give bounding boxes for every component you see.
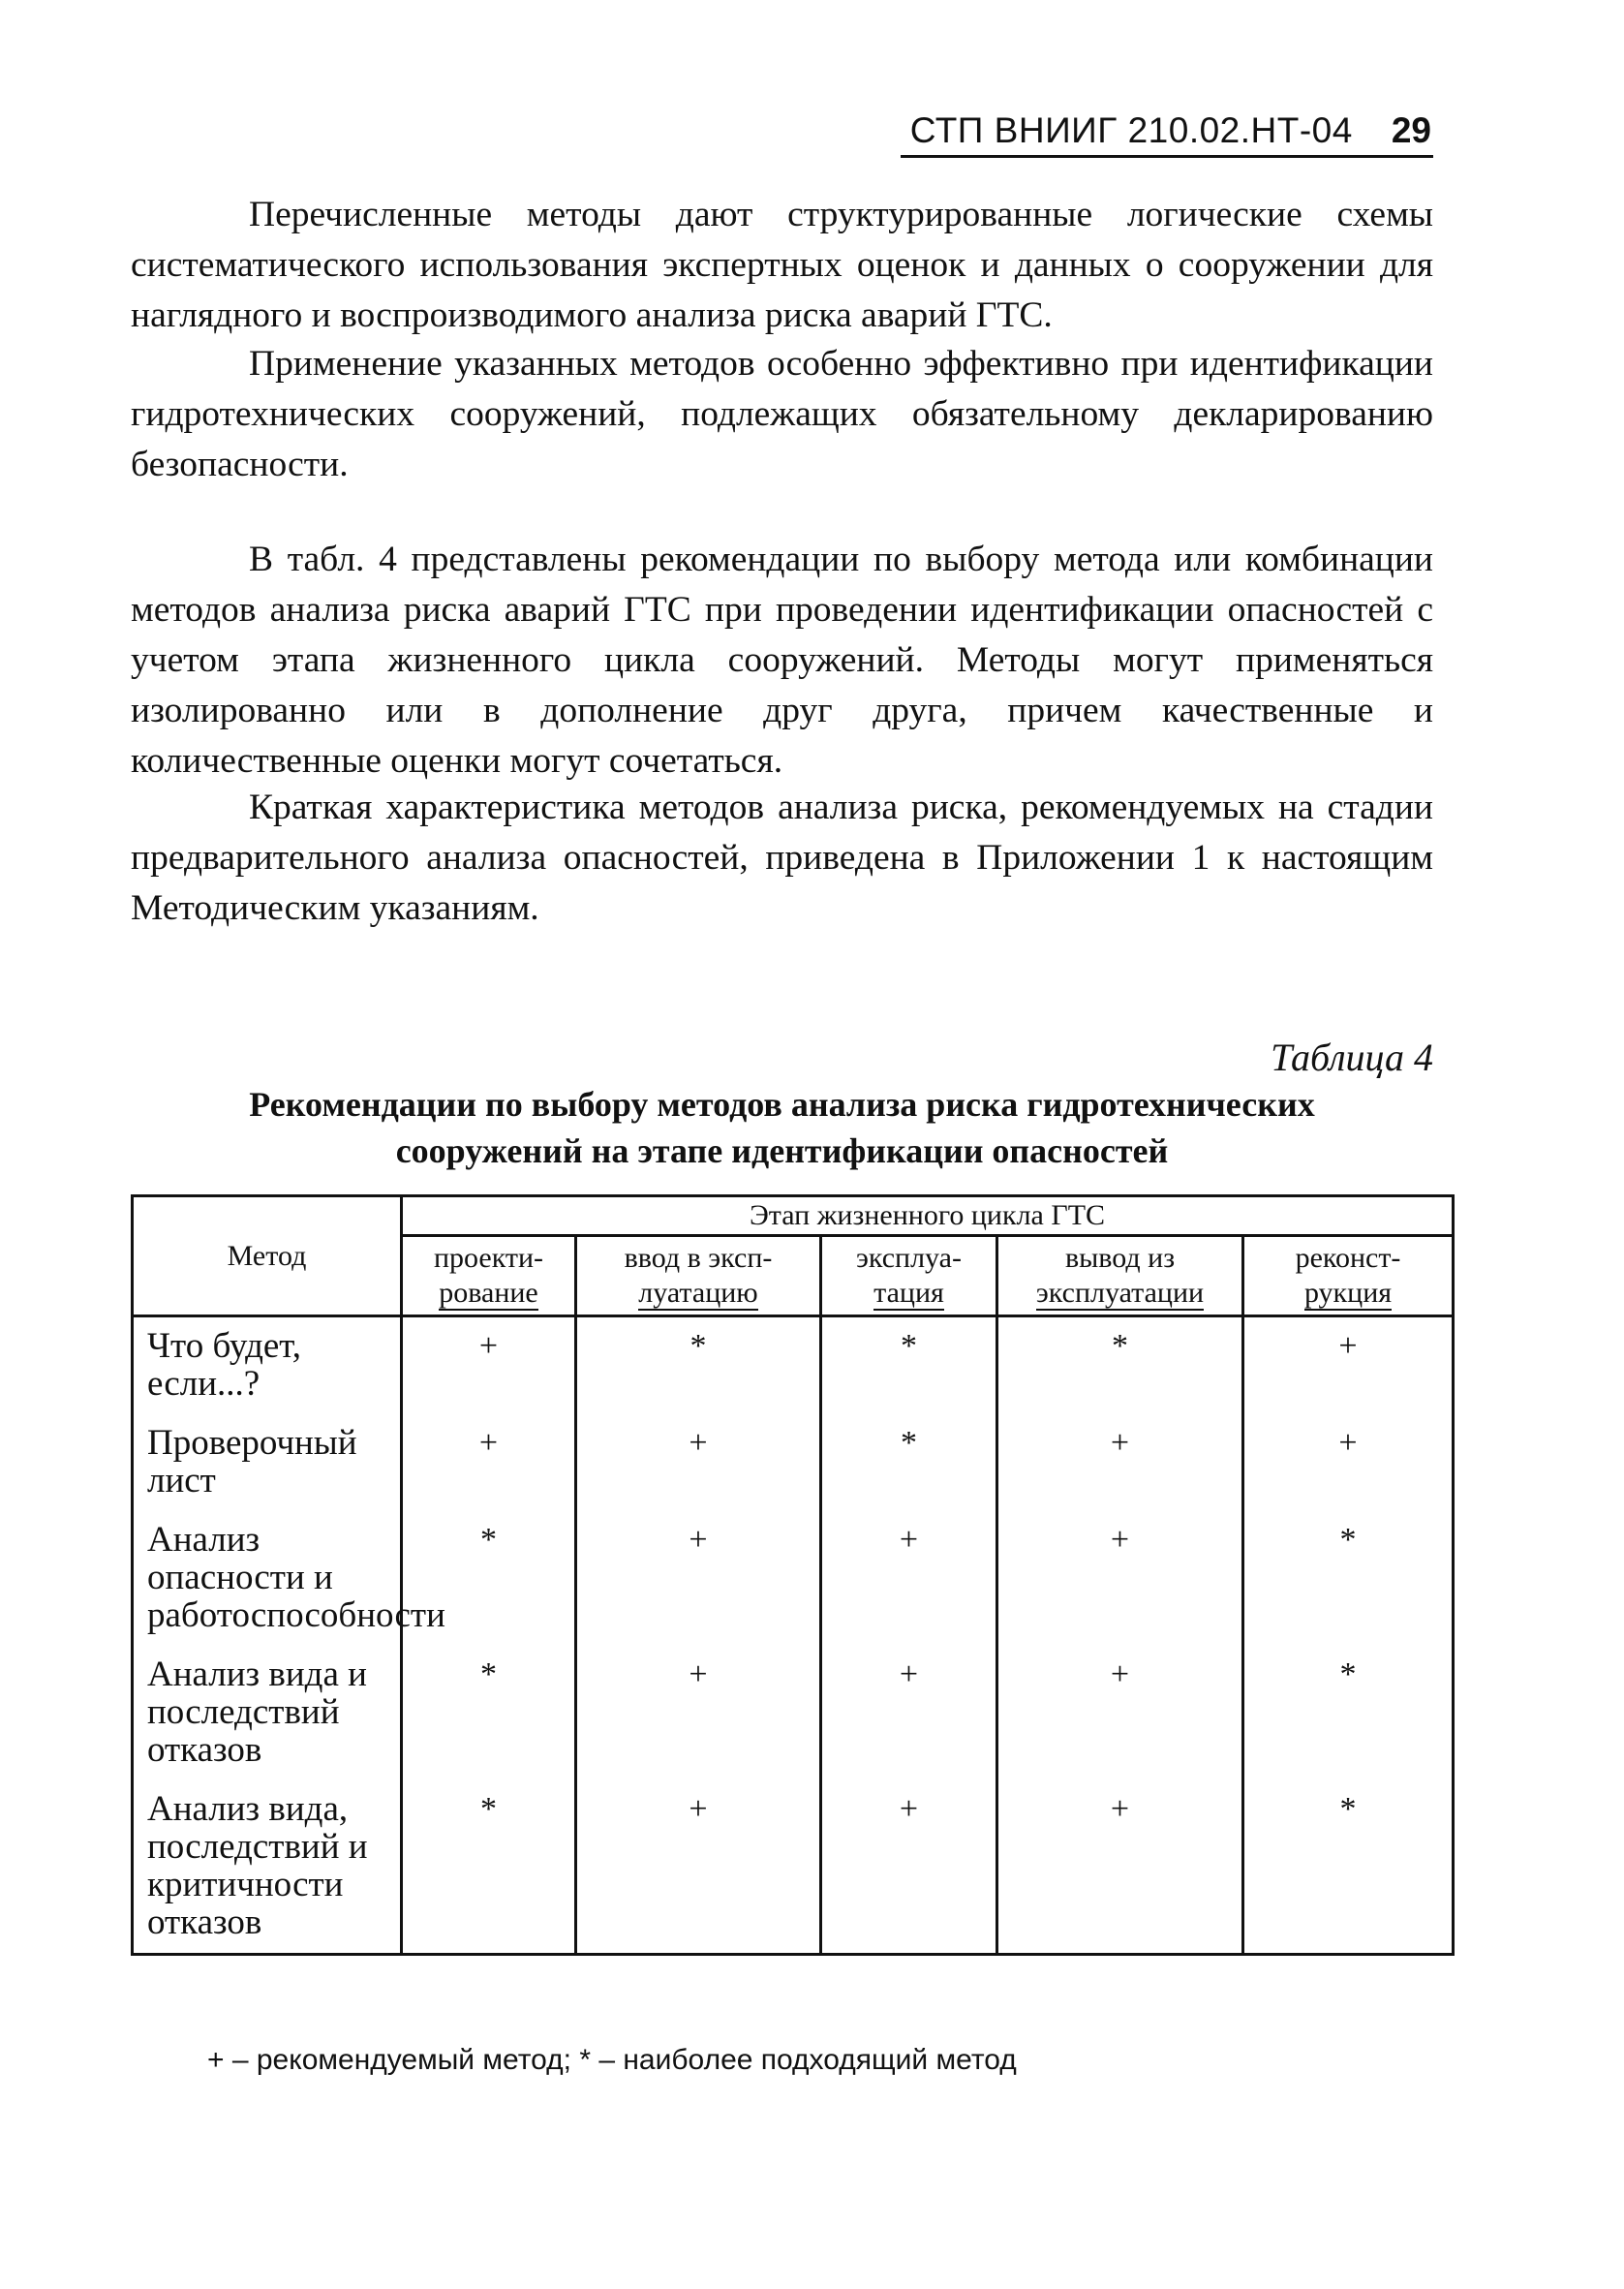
stage-line: реконст- [1295, 1242, 1401, 1274]
method-name: Анализ вида и последствий отказов [133, 1646, 402, 1780]
paragraph-3: В табл. 4 представлены рекомендации по выбору метода или комбинации методов анализа риска аварий ГТС при проведении идентификации опасностей с учетом этапа жизненного цикла сооружений. Методы могут применяться изолированно или в дополнение друг друга, причем качественные и количественные оценки могут сочетаться. [131, 540, 1433, 781]
table-row [133, 1414, 1454, 1511]
lifecycle-stage-header: Этап жизненного цикла ГТС [402, 1196, 1454, 1236]
recommendation-mark: + [997, 1646, 1243, 1780]
paragraph-4: Краткая характеристика методов анализа риска, рекомендуемых на стадии предварительного анализа опасностей, приведена в Приложении 1 к настоящим Методическим указаниям. [131, 788, 1433, 928]
stage-reconstruction-header [1243, 1236, 1454, 1316]
recommendation-mark: + [576, 1780, 821, 1955]
page-number: 29 [1392, 110, 1433, 158]
table-legend: + – рекомендуемый метод; * – наиболее подходящий метод [207, 2044, 1017, 2076]
recommendation-mark: * [821, 1316, 997, 1415]
stage-line: вывод из [1064, 1242, 1176, 1274]
recommendation-mark: * [1243, 1511, 1454, 1646]
paragraph-1: Перечисленные методы дают структурированные логические схемы систематического использования экспертных оценок и данных о сооружении для наглядного и воспроизводимого анализа риска аварий ГТС. [131, 195, 1433, 335]
recommendation-mark: + [1243, 1414, 1454, 1511]
table-row [133, 1316, 1454, 1415]
method-name: Проверочный лист [133, 1414, 402, 1511]
recommendation-mark: * [402, 1646, 576, 1780]
table-row [133, 1511, 1454, 1646]
stage-line: тация [873, 1277, 944, 1309]
stage-commissioning-header [576, 1236, 821, 1316]
recommendation-mark: + [1243, 1316, 1454, 1415]
method-name: Что будет, если...? [133, 1316, 402, 1415]
document-code: СТП ВНИИГ 210.02.НТ-04 [901, 110, 1392, 158]
recommendation-mark: * [576, 1316, 821, 1415]
method-name: Анализ вида, последствий и критичности отказов [133, 1780, 402, 1955]
recommendation-mark: + [821, 1511, 997, 1646]
recommendation-mark: + [576, 1511, 821, 1646]
table-title-line-2: сооружений на этапе идентификации опасностей [395, 1131, 1169, 1170]
stage-line: эксплуатации [1035, 1277, 1205, 1309]
recommendation-mark: * [1243, 1780, 1454, 1955]
recommendation-mark: + [997, 1511, 1243, 1646]
method-name: Анализ опасности и работоспособности [133, 1511, 402, 1646]
table-title [131, 1081, 1433, 1174]
stage-line: ввод в эксп- [624, 1242, 773, 1274]
stage-line: рование [439, 1277, 538, 1309]
recommendation-mark: * [821, 1414, 997, 1511]
recommendation-mark: + [576, 1646, 821, 1780]
table-title-line-1: Рекомендации по выбору методов анализа риска гидротехнических [249, 1085, 1315, 1124]
recommendation-mark: * [1243, 1646, 1454, 1780]
recommendation-mark: + [402, 1316, 576, 1415]
stage-line: эксплуа- [856, 1242, 962, 1274]
stage-line: луатацию [638, 1277, 758, 1309]
stage-operation-header [821, 1236, 997, 1316]
stage-decommissioning-header [997, 1236, 1243, 1316]
recommendation-mark: + [997, 1780, 1243, 1955]
recommendation-mark: + [402, 1414, 576, 1511]
recommendation-mark: + [576, 1414, 821, 1511]
recommendation-mark: * [997, 1316, 1243, 1415]
table-label: Таблица 4 [1271, 1036, 1433, 1079]
table-row [133, 1646, 1454, 1780]
stage-line: рукция [1303, 1277, 1393, 1309]
stage-line: проекти- [433, 1242, 544, 1274]
recommendation-mark: + [821, 1780, 997, 1955]
recommendation-mark: + [821, 1646, 997, 1780]
recommendation-mark: + [997, 1414, 1243, 1511]
recommendation-mark: * [402, 1780, 576, 1955]
table-row [133, 1780, 1454, 1955]
recommendation-mark: * [402, 1511, 576, 1646]
stage-design-header [402, 1236, 576, 1316]
running-header [831, 109, 1433, 158]
methods-table [131, 1194, 1455, 1956]
paragraph-2: Применение указанных методов особенно эффективно при идентификации гидротехнических сооружений, подлежащих обязательному декларированию безопасности. [131, 344, 1433, 484]
method-column-header: Метод [133, 1196, 402, 1316]
